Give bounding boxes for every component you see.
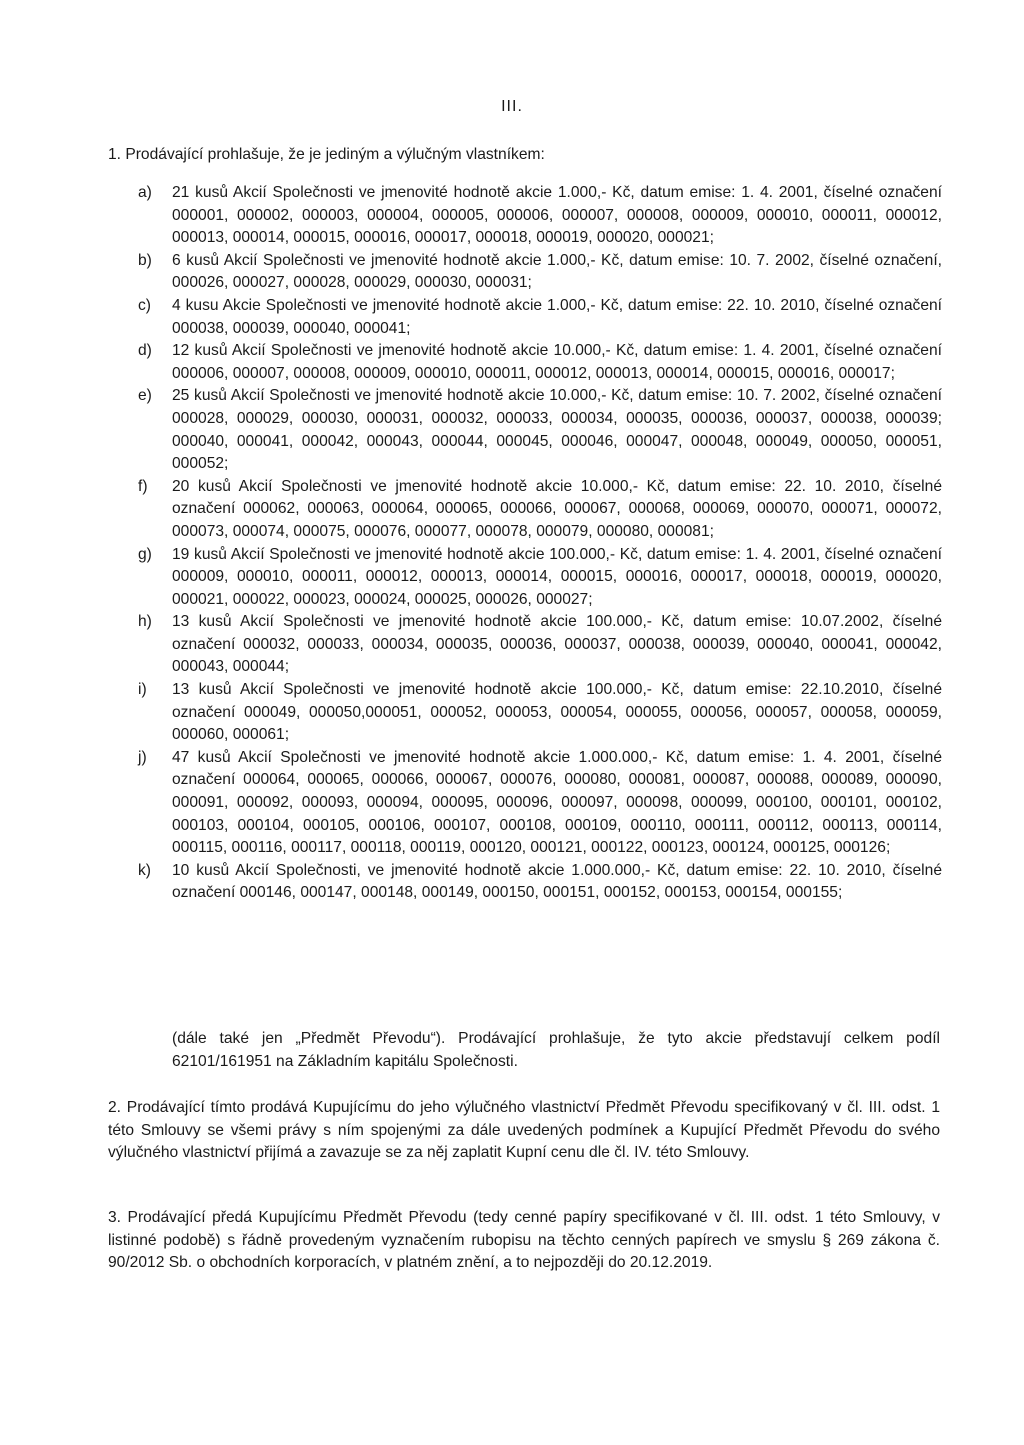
section-heading: III. bbox=[501, 98, 523, 115]
item-letter: i) bbox=[138, 681, 147, 699]
list-item bbox=[108, 182, 942, 250]
item-letter: d) bbox=[138, 342, 152, 360]
item-letter: e) bbox=[138, 387, 152, 405]
item-text: 21 kusů Akcií Společnosti ve jmenovité hodnotě akcie 1.000,- Kč, datum emise: 1. 4. 2001, číselné označení 000001, 000002, 000003, 000004, 000005, 000006, 000007, 000008, 000009, 000010, 000011, 000012, 000013, 000014, 000015, 000016, 000017, 000018, 000019, 000020, 000021; bbox=[172, 184, 942, 247]
list-item bbox=[108, 476, 942, 544]
item-letter: c) bbox=[138, 296, 151, 314]
list-item bbox=[108, 340, 942, 385]
item-letter: k) bbox=[138, 861, 151, 879]
item-text: 47 kusů Akcií Společnosti ve jmenovité hodnotě akcie 1.000.000,- Kč, datum emise: 1. 4. 2001, číselné označení 000064, 000065, 000066, 000067, 000076, 000080, 000081, 000087, 000088, 000089, 000090, 000091, 000092, 000093, 000094, 000095, 000096, 000097, 000098, 000099, 000100, 000101, 000102, 000103, 000104, 000105, 000106, 000107, 000108, 000109, 000110, 000111, 000112, 000113, 000114, 000115, 000116, 000117, 000118, 000119, 000120, 000121, 000122, 000123, 000124, 000125, 000126; bbox=[172, 748, 942, 857]
list-item bbox=[108, 679, 942, 747]
list-item bbox=[108, 747, 942, 860]
item-letter: b) bbox=[138, 251, 152, 269]
item-text: 13 kusů Akcií Společnosti ve jmenovité hodnotě akcie 100.000,- Kč, datum emise: 10.07.2002, číselné označení 000032, 000033, 000034, 000035, 000036, 000037, 000038, 000039, 000040, 000041, 000042, 000043, 000044; bbox=[172, 613, 942, 676]
section-2-paragraph: 2. Prodávající tímto prodává Kupujícímu do jeho výlučného vlastnictví Předmět Převodu specifikovaný v čl. III. odst. 1 této Smlouvy se všemi právy s ním spojenými za dále uvedených podmínek a Kupující Předmět Převodu do svého výlučného vlastnictví přijímá a zavazuje se za něj zaplatit Kupní cenu dle čl. IV. této Smlouvy. bbox=[108, 1099, 940, 1162]
subject-of-transfer-note: (dále také jen „Předmět Převodu“). Prodávající prohlašuje, že tyto akcie představují celkem podíl 62101/161951 na Základním kapitálu Společnosti. bbox=[172, 1030, 940, 1070]
section-1-intro: 1. Prodávající prohlašuje, že je jediným a výlučným vlastníkem: bbox=[108, 146, 545, 163]
item-text: 19 kusů Akcií Společnosti ve jmenovité hodnotě akcie 100.000,- Kč, datum emise: 1. 4. 2001, číselné označení 000009, 000010, 000011, 000012, 000013, 000014, 000015, 000016, 000017, 000018, 000019, 000020, 000021, 000022, 000023, 000024, 000025, 000026, 000027; bbox=[172, 545, 942, 608]
list-item bbox=[108, 611, 942, 679]
item-text: 6 kusů Akcií Společnosti ve jmenovité hodnotě akcie 1.000,- Kč, datum emise: 10. 7. 2002, číselné označení, 000026, 000027, 000028, 000029, 000030, 000031; bbox=[172, 251, 942, 292]
item-text: 10 kusů Akcií Společnosti, ve jmenovité hodnotě akcie 1.000.000,- Kč, datum emise: 22. 10. 2010, číselné označení 000146, 000147, 000148, 000149, 000150, 000151, 000152, 000153, 000154, 000155; bbox=[172, 861, 942, 902]
item-text: 25 kusů Akcií Společnosti ve jmenovité hodnotě akcie 10.000,- Kč, datum emise: 10. 7. 2002, číselné označení 000028, 000029, 000030, 000031, 000032, 000033, 000034, 000035, 000036, 000037, 000038, 000039; 000040, 000041, 000042, 000043, 000044, 000045, 000046, 000047, 000048, 000049, 000050, 000051, 000052; bbox=[172, 387, 942, 473]
item-letter: f) bbox=[138, 477, 148, 495]
share-list bbox=[108, 182, 942, 905]
list-item bbox=[108, 250, 942, 295]
list-item bbox=[108, 860, 942, 905]
item-letter: g) bbox=[138, 545, 152, 563]
list-item bbox=[108, 385, 942, 475]
section-3-paragraph: 3. Prodávající předá Kupujícímu Předmět Převodu (tedy cenné papíry specifikované v čl. III. odst. 1 této Smlouvy, v listinné podobě) s řádně provedeným vyznačením rubopisu na těchto cenných papírech ve smyslu § 269 zákona č. 90/2012 Sb. o obchodních korporacích, v platném znění, a to nejpozději do 20.12.2019. bbox=[108, 1209, 940, 1272]
item-text: 13 kusů Akcií Společnosti ve jmenovité hodnotě akcie 100.000,- Kč, datum emise: 22.10.2010, číselné označení 000049, 000050,000051, 000052, 000053, 000054, 000055, 000056, 000057, 000058, 000059, 000060, 000061; bbox=[172, 681, 942, 744]
item-text: 20 kusů Akcií Společnosti ve jmenovité hodnotě akcie 10.000,- Kč, datum emise: 22. 10. 2010, číselné označení 000062, 000063, 000064, 000065, 000066, 000067, 000068, 000069, 000070, 000071, 000072, 000073, 000074, 000075, 000076, 000077, 000078, 000079, 000080, 000081; bbox=[172, 477, 942, 540]
item-letter: j) bbox=[138, 748, 147, 766]
list-item bbox=[108, 544, 942, 612]
item-letter: h) bbox=[138, 613, 152, 631]
item-text: 12 kusů Akcií Společnosti ve jmenovité hodnotě akcie 10.000,- Kč, datum emise: 1. 4. 2001, číselné označení 000006, 000007, 000008, 000009, 000010, 000011, 000012, 000013, 000014, 000015, 000016, 000017; bbox=[172, 342, 942, 382]
item-text: 4 kusu Akcie Společnosti ve jmenovité hodnotě akcie 1.000,- Kč, datum emise: 22. 10. 2010, číselné označení 000038, 000039, 000040, 000041; bbox=[172, 296, 942, 337]
item-letter: a) bbox=[138, 184, 152, 201]
list-item bbox=[108, 295, 942, 340]
